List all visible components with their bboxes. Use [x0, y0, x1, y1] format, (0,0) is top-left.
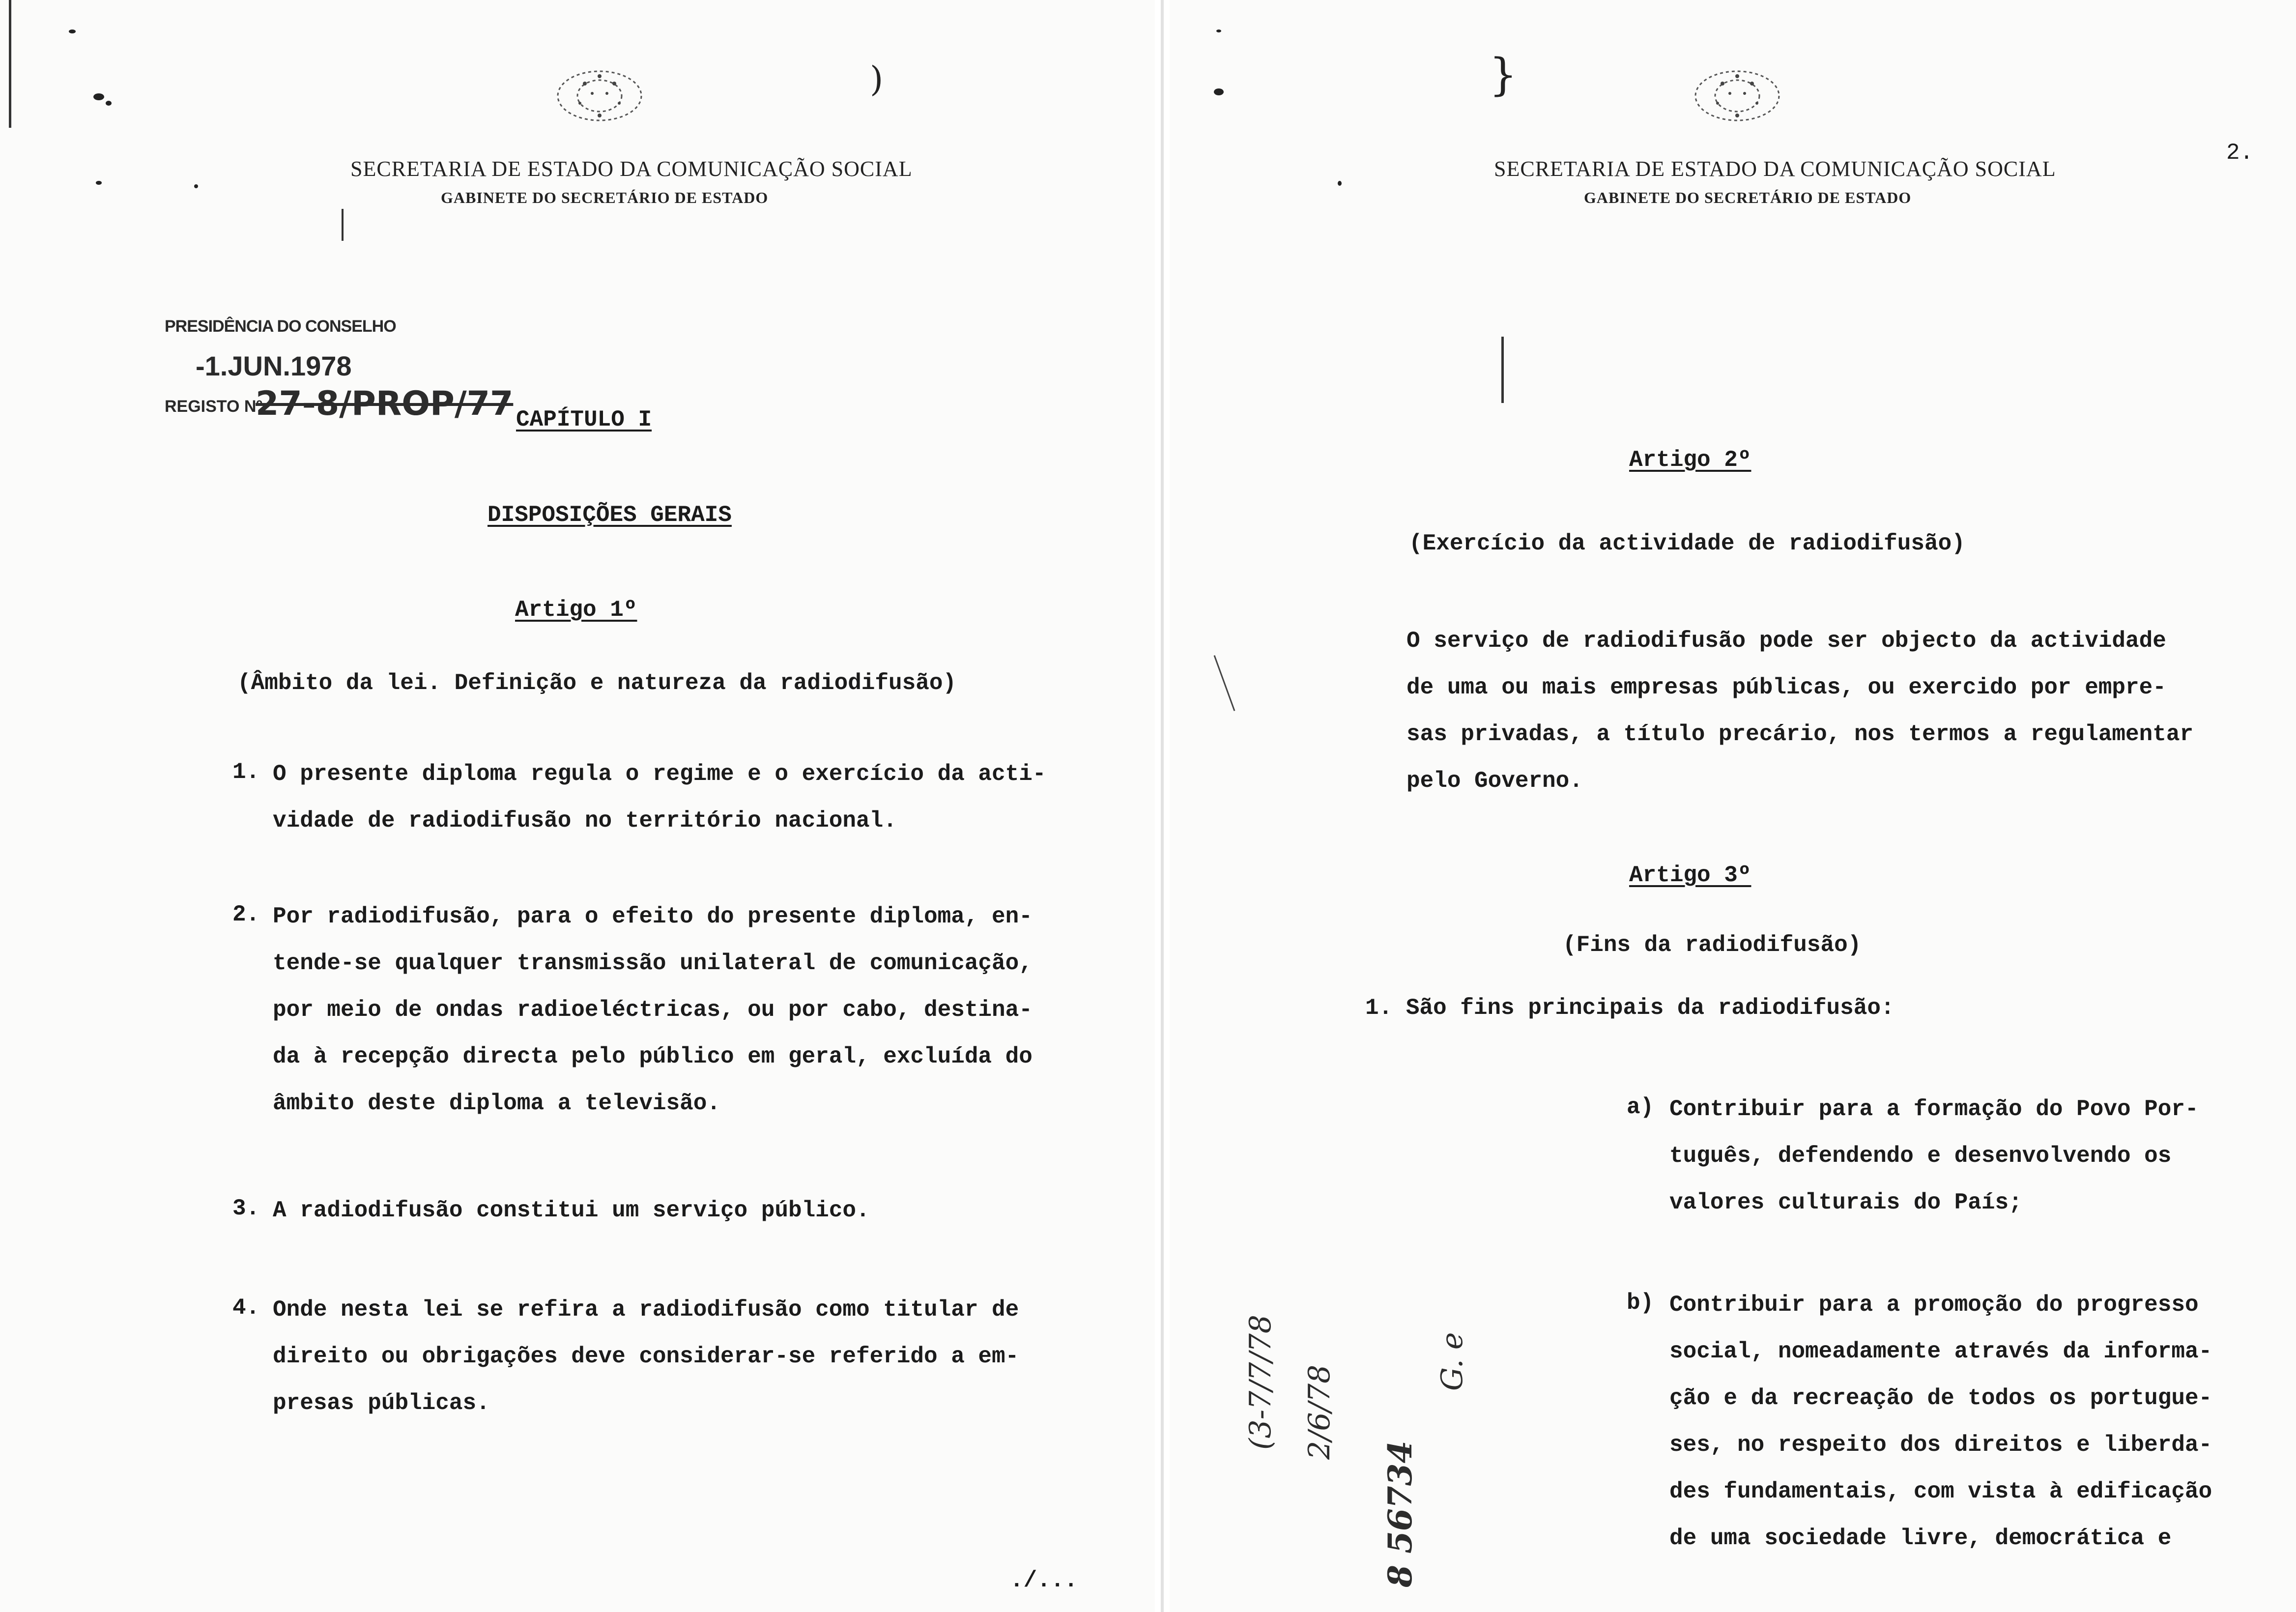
scan-speck [96, 181, 102, 185]
right-page [1170, 0, 2296, 1612]
scan-speck [1216, 29, 1221, 32]
text-line: pelo Governo. [1406, 768, 1583, 794]
page-number: 2. [2226, 140, 2254, 166]
list-item [273, 1287, 1019, 1427]
text-line: de uma ou mais empresas públicas, ou exercido por empre- [1406, 675, 2166, 700]
text-line: valores culturais do País; [1669, 1190, 2022, 1215]
coat-of-arms-seal [1688, 64, 1786, 128]
bracket-mark: ) [870, 59, 884, 99]
scan-speck [69, 29, 76, 33]
stamp-registo-label: REGISTO Nº [165, 397, 262, 416]
list-item [273, 1187, 870, 1234]
text-line: âmbito deste diploma a televisão. [273, 1091, 720, 1116]
text-line: por meio de ondas radioeléctricas, ou por cabo, destina- [273, 997, 1033, 1023]
text-line: presas públicas. [273, 1390, 490, 1416]
item-number: 4. [232, 1295, 260, 1321]
stamp-presidency: PRESIDÊNCIA DO CONSELHO [165, 317, 396, 336]
handwritten-note: 8 56734 [1381, 1440, 1419, 1587]
header-title: SECRETARIA DE ESTADO DA COMUNICAÇÃO SOCIAL [350, 157, 913, 181]
subitem-b [1669, 1282, 2212, 1562]
article-1-heading: Artigo 1º [515, 597, 637, 623]
stamp-registo-number: 27-8/PROP/77 [256, 384, 514, 423]
header-title: SECRETARIA DE ESTADO DA COMUNICAÇÃO SOCIAL [1494, 157, 2056, 181]
text-line: de uma sociedade livre, democrática e [1669, 1526, 2172, 1551]
mark-line [342, 209, 344, 241]
text-line: da à recepção directa pelo público em geral, excluída do [273, 1044, 1033, 1069]
text-line: direito ou obrigações deve considerar-se referido a em- [273, 1344, 1019, 1369]
subitem-a [1669, 1086, 2199, 1226]
item-number: 2. [232, 902, 260, 927]
section-title: DISPOSIÇÕES GERAIS [488, 502, 732, 528]
scan-speck [194, 184, 198, 188]
scan-speck [106, 101, 112, 106]
article-2-subtitle: (Exercício da actividade de radiodifusão) [1409, 531, 1965, 556]
article-3-subtitle: (Fins da radiodifusão) [1563, 932, 1862, 958]
article-2-body [1406, 618, 2193, 805]
scan-edge-mark [9, 0, 11, 128]
continuation-mark: ./... [1010, 1568, 1078, 1593]
coat-of-arms-seal [550, 64, 649, 128]
handwritten-note: G. e [1435, 1332, 1469, 1391]
item-number: 3. [232, 1196, 260, 1221]
text-line: Onde nesta lei se refira a radiodifusão como titular de [273, 1297, 1019, 1323]
text-line: vidade de radiodifusão no território nacional. [273, 808, 897, 834]
scan-speck [1214, 88, 1224, 95]
page-divider [1161, 0, 1164, 1612]
article-2-heading: Artigo 2º [1629, 447, 1751, 473]
subitem-label: a) [1627, 1094, 1654, 1120]
subitem-label: b) [1627, 1290, 1654, 1316]
text-line: O presente diploma regula o regime e o exercício da acti- [273, 761, 1046, 787]
chapter-heading: CAPÍTULO I [516, 407, 652, 432]
text-line: A radiodifusão constitui um serviço público. [273, 1198, 870, 1223]
stamp-date: -1.JUN.1978 [196, 350, 352, 381]
text-line: ses, no respeito dos direitos e liberda- [1669, 1432, 2212, 1458]
header-subtitle: GABINETE DO SECRETÁRIO DE ESTADO [1584, 189, 1912, 206]
text-line: tuguês, defendendo e desenvolvendo os [1669, 1143, 2172, 1169]
text-line: O serviço de radiodifusão pode ser objecto da actividade [1406, 628, 2166, 654]
text-line: Por radiodifusão, para o efeito do presente diploma, en- [273, 904, 1033, 929]
handwritten-note: 2/6/78 [1302, 1364, 1337, 1460]
mark-line [1501, 337, 1504, 403]
text-line: ção e da recreação de todos os portugue- [1669, 1385, 2212, 1411]
bracket-mark: } [1489, 49, 1518, 101]
article-3-heading: Artigo 3º [1629, 863, 1751, 888]
list-item [273, 751, 1046, 844]
handwritten-note: (3-7/7/78 [1243, 1315, 1278, 1450]
article-1-subtitle: (Âmbito da lei. Definição e natureza da radiodifusão) [237, 670, 957, 696]
text-line: des fundamentais, com vista à edificação [1669, 1479, 2212, 1504]
text-line: sas privadas, a título precário, nos termos a regulamentar [1406, 721, 2194, 747]
scan-speck [1338, 181, 1342, 186]
list-item [273, 893, 1033, 1127]
text-line: social, nomeadamente através da informa- [1669, 1339, 2212, 1364]
text-line: tende-se qualquer transmissão unilateral de comunicação, [273, 950, 1033, 976]
text-line: Contribuir para a promoção do progresso [1669, 1292, 2199, 1318]
scan-edge-mark [1214, 655, 1235, 711]
item-number: 1. [232, 759, 260, 785]
text-line: Contribuir para a formação do Povo Por- [1669, 1096, 2199, 1122]
header-subtitle: GABINETE DO SECRETÁRIO DE ESTADO [441, 189, 769, 206]
article-3-item-1: 1. São fins principais da radiodifusão: [1365, 995, 1894, 1021]
scan-speck [93, 93, 104, 100]
